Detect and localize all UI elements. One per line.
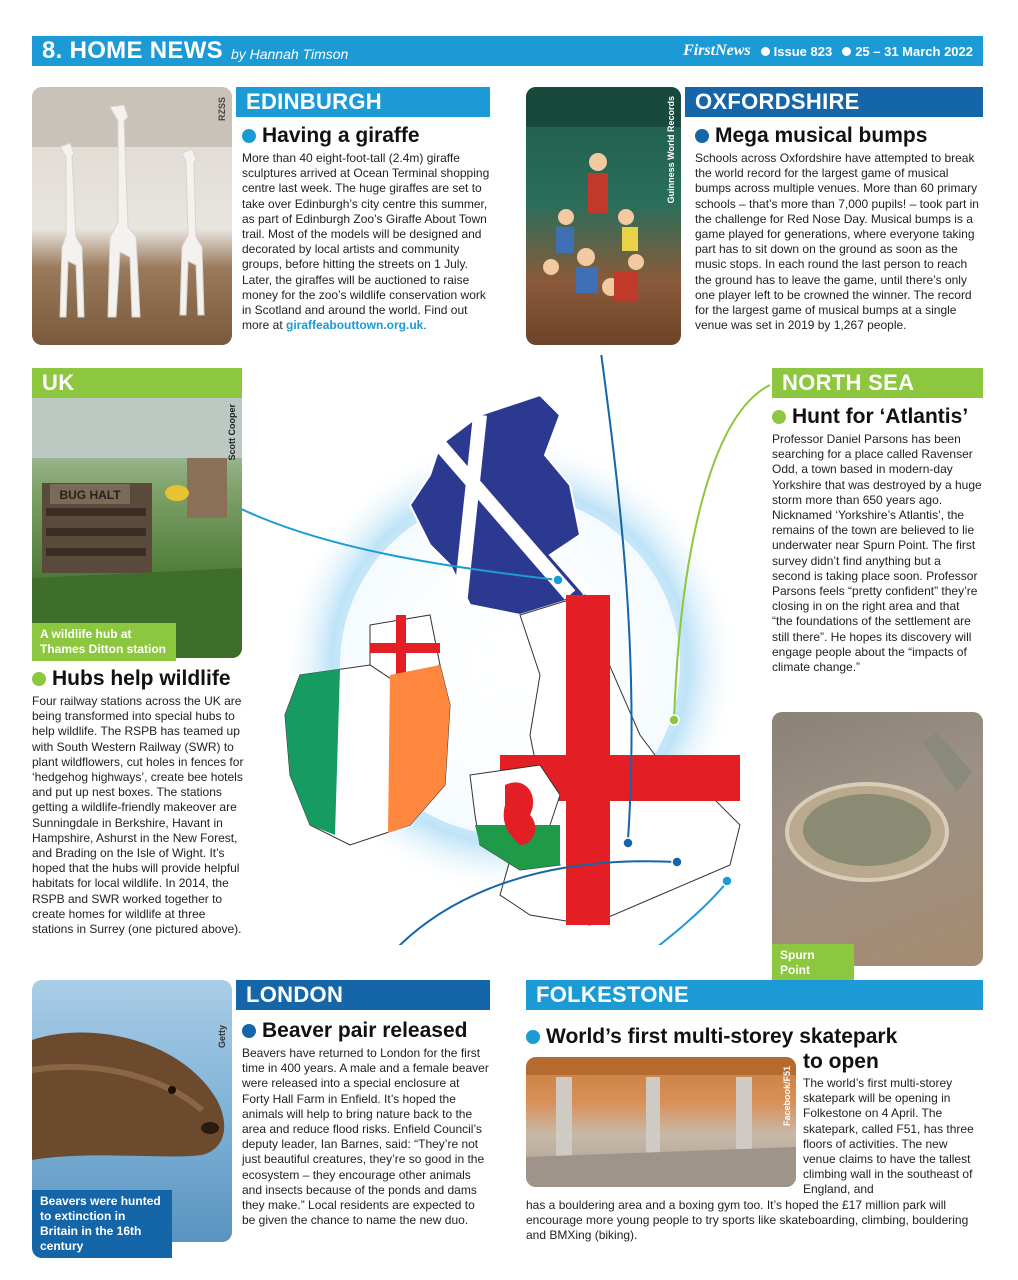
bug-halt-sign: BUG HALT [59,488,121,502]
issue-number: Issue 823 [761,44,833,59]
article-folkestone-cont: has a bouldering area and a boxing gym too. It’s hoped the £17 million park will encourage more young people to try sports like skateboarding, climbing, bouldering and BMXing (biking). [526,1198,969,1243]
bug-hotel-photo [32,398,242,658]
article-oxfordshire: Schools across Oxfordshire have attempted to break the world record for the largest game of musical bumps across multiple venues. More than 60 primary schools – that’s more than 7,000 pupils! – took part in the challenge for Red Nose Day. Musical bumps is a game played for generations, where everyone taking part has to sit down on the ground as soon as the music stops. In each round the last person to reach the ground has to leave the game, until there’s only one player left to be crowned the winner. The record for the largest game of musical bumps at a single venue was set in 2019 by 1,267 people. [695,151,979,333]
bullet-icon [695,129,709,143]
section-label-edinburgh: EDINBURGH [236,87,490,117]
section-label-north-sea: NORTH SEA [772,368,983,398]
photo-credit: Facebook/F51 [782,1066,792,1127]
uk-map [240,355,770,945]
bullet-icon [32,672,46,686]
photo-credit: RZSS [217,97,227,122]
headline-folkestone-cont: to open [803,1050,879,1073]
spurn-point-photo [772,712,983,966]
headline-uk: Hubs help wildlife [32,667,231,691]
headline-folkestone: World’s first multi-storey skatepark [526,1025,897,1049]
section-label-uk: UK [32,368,242,398]
headline-edinburgh: Having a giraffe [242,124,420,148]
bullet-icon [772,410,786,424]
headline-north-sea: Hunt for ‘Atlantis’ [772,405,968,429]
photo-credit: Guinness World Records [666,96,676,204]
photo-credit: Scott Cooper [227,404,237,461]
article-edinburgh: More than 40 eight-foot-tall (2.4m) giraffe sculptures arrived at Ocean Terminal shopping centre last week. The huge giraffes are set to take over Edinburgh’s city centre this summer, as part of Edinburgh Zoo’s Giraffe About Town trail. Most of the models will be designed and decorated by local artists and community groups, before hitting the streets on 1 July. Later, the giraffes will be auctioned to raise money for the zoo’s wildlife conservation work in Scotland and around the world. Find out more at giraffeabouttown.org.uk. [242,151,490,333]
giraffe-link[interactable]: giraffeabouttown.org.uk [286,318,424,333]
page-title: 8. HOME NEWS [42,37,223,64]
bullet-icon [242,129,256,143]
article-folkestone: The world’s first multi-storey skatepark will be opening in Folkestone on 4 April. The skatepark, called F51, has three floors of activities. The new venue claims to have the tallest climbing wall in the southeast of England, and [803,1076,974,1197]
photo-credit: Getty [217,1025,227,1049]
skatepark-photo [526,1057,796,1187]
issue-info [683,42,973,60]
headline-oxfordshire: Mega musical bumps [695,124,927,148]
byline: by Hannah Timson [230,45,349,62]
page-header [32,36,983,66]
headline-london: Beaver pair released [242,1019,467,1043]
brand-logo: FirstNews [683,42,751,59]
giraffe-photo [32,87,232,345]
issue-dates: 25 – 31 March 2022 [842,44,973,59]
photo-caption-london: Beavers were hunted to extinction in Britain in the 16th century [32,1190,172,1258]
photo-caption-uk: A wildlife hub at Thames Ditton station [32,623,176,661]
section-label-london: LONDON [236,980,490,1010]
section-label-oxfordshire: OXFORDSHIRE [685,87,983,117]
photo-caption-north-sea: Spurn Point [772,944,854,982]
article-uk: Four railway stations across the UK are being transformed into special hubs to help wildlife. The RSPB has teamed up with South Western Railway (SWR) to plant wildflowers, cut holes in fences for ‘hedgehog highways’, create bee hotels and put up nest boxes. The stations getting a wildlife-friendly makeover are Sunningdale in Berkshire, Havant in Hampshire, Ashurst in the New Forest, and Brading on the Isle of Wight. It’s hoped that the hubs will provide helpful habitats for local wildlife. In 2014, the RSPB and SWR worked together to create homes for wildlife at three stations in Surrey (one pictured above). [32,694,244,937]
article-london: Beavers have returned to London for the first time in 400 years. A male and a female beaver were released into a special enclosure at Forty Hall Farm in Enfield. It’s hoped the animals will help to bring nature back to the area and reduce flood risks. Enfield Council’s deputy leader, Ian Barnes, said: “They’re not just beautiful creatures, they’re so good in the ecosystem – they encourage other animals and insects because of the ponds and dams they make.” Local residents are expected to be given the chance to name the new duo. [242,1046,489,1228]
bullet-icon [526,1030,540,1044]
bullet-icon [242,1024,256,1038]
section-label-folkestone: FOLKESTONE [526,980,983,1010]
article-north-sea: Professor Daniel Parsons has been searching for a place called Ravenser Odd, a town based in modern-day Yorkshire that was destroyed by a huge storm more than 650 years ago. Nicknamed ‘Yorkshire’s Atlantis’, the remains of the town are believed to lie underwater near Spurn Point. The first survey didn’t find anything but a second is taking place soon. Professor Parsons feels “pretty confident” they’re closing in on the right area and that “the foundations of the settlement are still there”. He hopes its discovery will engage people about the “impacts of climate change.” [772,432,982,675]
musical-bumps-photo [526,87,681,345]
